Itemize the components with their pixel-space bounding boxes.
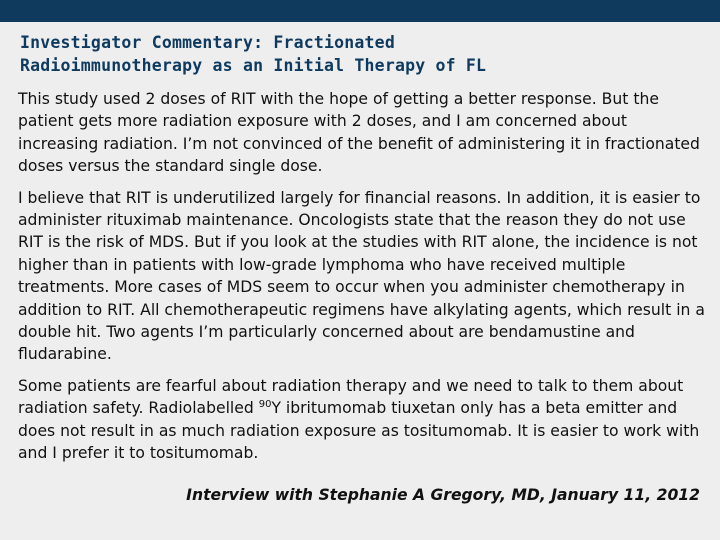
paragraph-3-text-start: Some patients are fearful about radiation therapy and we need to talk to them about radiation safety. Radiolabelled bbox=[18, 376, 684, 418]
paragraph-1: This study used 2 doses of RIT with the hope of getting a better response. But the patient gets more radiation exposure with 2 doses, and I am concerned about increasing radiation. I’m not convinced of the benefit of administering it in fractionated doses versus the standard single dose. bbox=[18, 90, 700, 176]
header-bar bbox=[0, 0, 720, 22]
paragraph-2: I believe that RIT is underutilized largely for financial reasons. In addition, it is easier to administer rituximab maintenance. Oncologists state that the reason they do not use RIT is the risk of MDS. But if you look at the studies with RIT alone, the incidence is not higher than in patients with low-grade lymphoma who have received multiple treatments. More cases of MDS seem to occur when you administer chemotherapy in addition to RIT. All chemotherapeutic regimens have alkylating agents, which result in a double hit. Two agents I’m particularly concerned about are bendamustine and fludarabine. bbox=[18, 188, 705, 364]
slide-title-line-1: Investigator Commentary: Fractionated bbox=[20, 33, 395, 52]
isotope-superscript: 90 bbox=[258, 399, 272, 411]
slide-title bbox=[20, 31, 700, 77]
interview-attribution: Interview with Stephanie A Gregory, MD, January 11, 2012 bbox=[186, 486, 700, 504]
paragraph-3 bbox=[18, 375, 708, 465]
commentary-body bbox=[18, 88, 708, 474]
slide-content bbox=[0, 22, 720, 540]
slide-title-line-2: Radioimmunotherapy as an Initial Therapy of FL bbox=[20, 56, 487, 75]
paragraph-3-text-end: Y ibritumomab tiuxetan only has a beta emitter and does not result in as much radiation exposure as tositumomab. It is easier to work with and I prefer it to tositumomab. bbox=[18, 399, 700, 463]
